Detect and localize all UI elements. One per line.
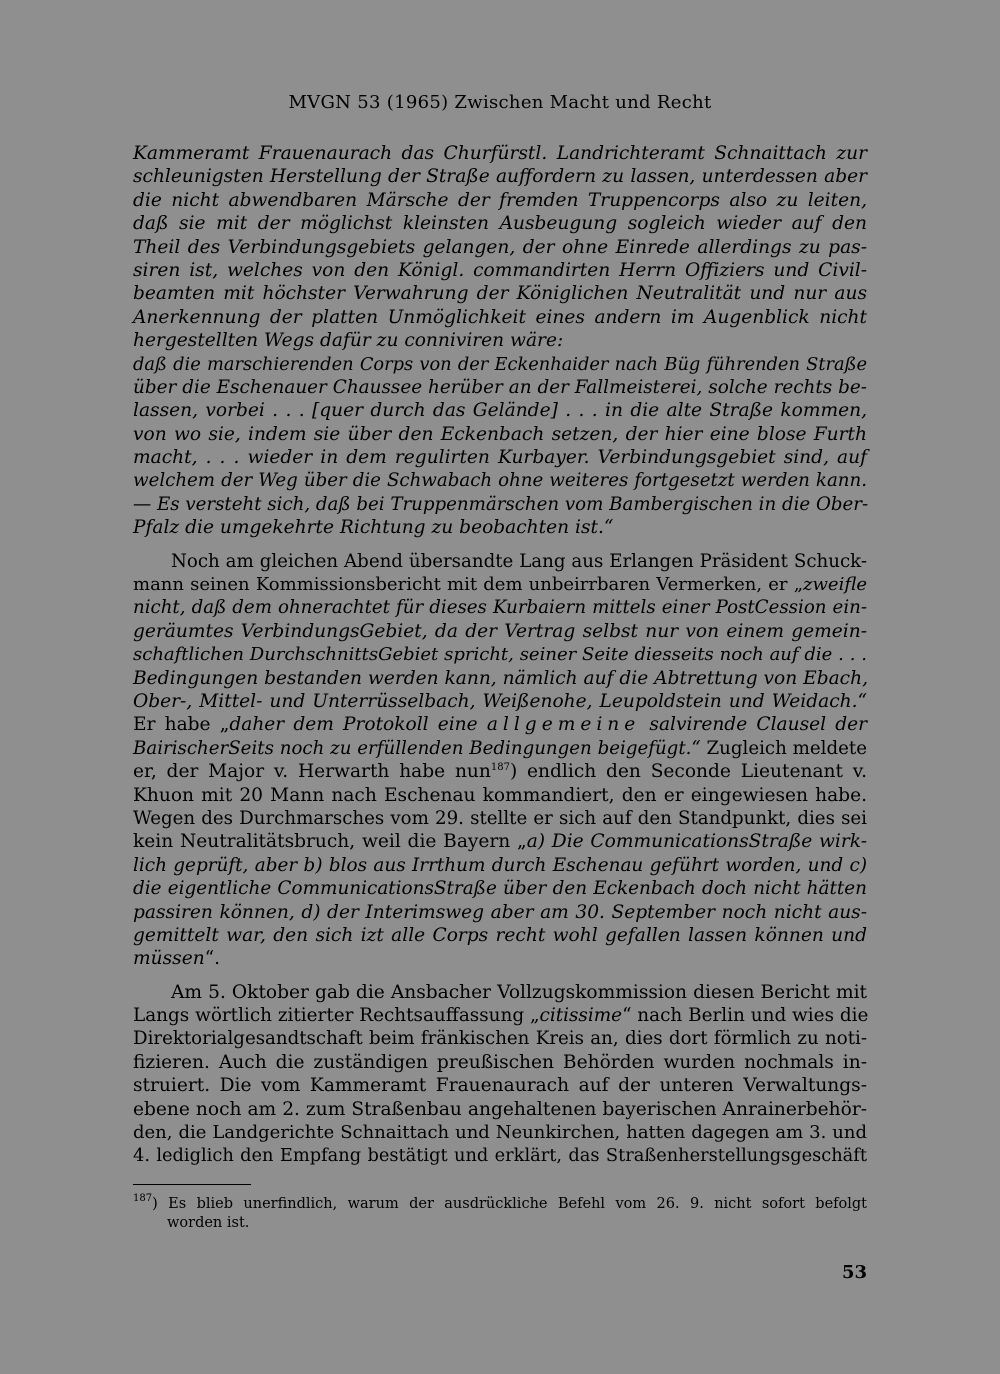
text-line: Wegen des Durchmarsches vom 29. stellte er sich auf den Standpunkt, dies sei: [133, 807, 867, 829]
quote-line: von wo sie, indem sie über den Eckenbach setzen, der hier eine blose Furth: [133, 423, 867, 445]
footnote-line: $^{187}$) Es blieb unerfindlich, warum der ausdrückliche Befehl vom 26. 9. nicht sofort befolgt: [133, 1193, 867, 1212]
quote-line: macht, . . . wieder in dem regulirten Kurbayer. Verbindungsgebiet sind, auf: [133, 447, 867, 469]
quote-line: — Es versteht sich, daß bei Truppenmärschen vom Bambergischen in die Ober-: [133, 493, 869, 515]
text-line: Langs wörtlich zitierter Rechtsauffassung „citissime“ nach Berlin und wies die: [133, 1005, 869, 1027]
text-line: Noch am gleichen Abend übersandte Lang aus Erlangen Präsident Schuck-: [171, 550, 867, 572]
quote-line: die nicht abwendbaren Märsche der fremden Truppencorps also zu leiten,: [133, 189, 867, 211]
footnote-ref: 187: [490, 762, 510, 774]
text-line: mann seinen Kommissionsbericht mit dem unbeirrbaren Vermerken, er „zweifle: [133, 574, 867, 596]
text-line: passiren können, d) der Interimsweg aber am 30. September noch nicht aus-: [133, 901, 867, 923]
text-line: Direktorialgesandtschaft beim fränkischen Kreis an, dies dort förmlich zu noti-: [133, 1028, 867, 1050]
quote-line: schleunigsten Herstellung der Straße auffordern zu lassen, unterdessen aber: [133, 166, 867, 188]
text-line: nicht, daß dem ohnerachtet für dieses Kurbaiern mittels einer PostCession ein-: [133, 597, 867, 619]
text-line: Khuon mit 20 Mann nach Eschenau kommandiert, den er eingewiesen habe.: [133, 784, 867, 806]
quote-line: Anerkennung der platten Unmöglichkeit eines andern im Augenblick nicht: [133, 306, 867, 328]
page-number: 53: [841, 1262, 867, 1283]
text-line: BairischerSeits noch zu erfüllenden Bedingungen beigefügt.“ Zugleich meldete: [133, 737, 867, 759]
text-line: kein Neutralitätsbruch, weil die Bayern „a) Die CommunicationsStraße wirk-: [133, 831, 867, 853]
text-line: geräumtes VerbindungsGebiet, da der Vertrag selbst nur von einem gemein-: [133, 620, 867, 642]
text-line: die eigentliche CommunicationsStraße über den Eckenbach doch nicht hätten: [133, 878, 867, 900]
quote-line: beamten mit höchster Verwahrung der Königlichen Neutralität und nur aus: [133, 283, 867, 305]
quote-line: Theil des Verbindungsgebiets gelangen, der ohne Einrede allerdings zu pas-: [133, 236, 867, 258]
text-line: müssen“.: [133, 948, 221, 970]
quote-line: daß sie mit der möglichst kleinsten Ausbeugung sogleich wieder auf den: [133, 213, 867, 235]
quote-line: über die Eschenauer Chaussee herüber an der Fallmeisterei, solche rechts be-: [133, 376, 867, 398]
text-line: ebene noch am 2. zum Straßenbau angehaltenen bayerischen Anrainerbehör-: [133, 1098, 867, 1120]
text-line: Ober-, Mittel- und Unterrüsselbach, Weißenohe, Leupoldstein und Weidach.“: [133, 690, 867, 712]
text-line: gemittelt war, den sich izt alle Corps recht wohl gefallen lassen können und: [133, 924, 867, 946]
text-line: er, der Major v. Herwarth habe nun$^{187}$) endlich den Seconde Lieutenant v.: [133, 761, 867, 783]
running-head: MVGN 53 (1965) Zwischen Macht und Recht: [288, 92, 712, 113]
quote-line: lassen, vorbei . . . [quer durch das Gelände] . . . in die alte Straße kommen,: [133, 400, 867, 422]
footnote: [133, 1195, 867, 1233]
footnote-line: worden ist.: [167, 1215, 250, 1231]
text-line: Am 5. Oktober gab die Ansbacher Vollzugskommission diesen Bericht mit: [171, 981, 867, 1003]
text-line: struiert. Die vom Kammeramt Frauenaurach auf der unteren Verwaltungs-: [133, 1075, 867, 1097]
quote-line: welchem der Weg über die Schwabach ohne weiteres fortgesetzt werden kann.: [133, 470, 867, 492]
body-text: [133, 142, 867, 1168]
footnote-divider: [133, 1184, 251, 1185]
paragraph: [133, 550, 867, 971]
block-quote: [133, 142, 867, 540]
text-line: Er habe „daher dem Protokoll eine allgemeine salvirende Clausel der: [133, 714, 867, 736]
quote-line: siren ist, welches von den Königl. commandirten Herrn Offiziers und Civil-: [133, 259, 867, 281]
text-line: Bedingungen bestanden werden kann, nämlich auf die Abtrettung von Ebach,: [133, 667, 868, 689]
text-line: den, die Landgerichte Schnaittach und Neunkirchen, hatten dagegen am 3. und: [133, 1122, 867, 1144]
text-line: schaftlichen DurchschnittsGebiet spricht, seiner Seite diesseits noch auf die . . .: [133, 644, 867, 666]
quote-line: hergestellten Wegs dafür zu conniviren wäre:: [133, 330, 564, 352]
quote-line: Pfalz die umgekehrte Richtung zu beobachten ist.“: [133, 517, 614, 539]
footnote-number: 187: [133, 1193, 153, 1204]
paragraph: [133, 981, 867, 1168]
text-line: 4. lediglich den Empfang bestätigt und erklärt, das Straßenherstellungsgeschäft: [133, 1145, 867, 1167]
text-line: lich geprüft, aber b) blos aus Irrthum durch Eschenau geführt worden, und c): [133, 854, 867, 876]
text-line: fizieren. Auch die zuständigen preußischen Behörden wurden nochmals in-: [133, 1051, 867, 1073]
quote-line: daß die marschierenden Corps von der Eckenhaider nach Büg führenden Straße: [133, 353, 867, 375]
quote-line: Kammeramt Frauenaurach das Churfürstl. Landrichteramt Schnaittach zur: [133, 143, 867, 164]
